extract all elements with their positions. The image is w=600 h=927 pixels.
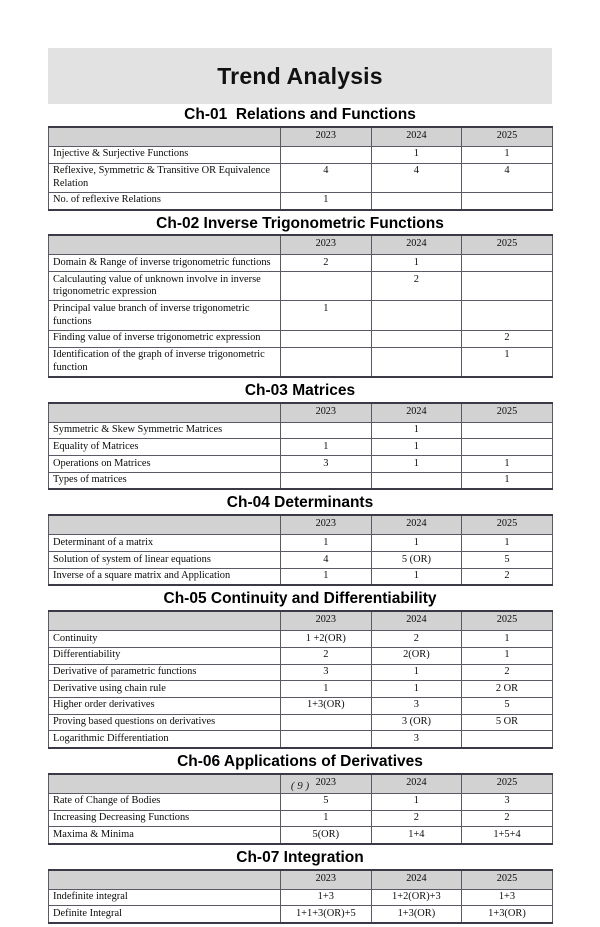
table-row: [49, 889, 553, 906]
topic-cell: Derivative using chain rule: [49, 681, 281, 698]
value-cell-2023: 4: [281, 552, 372, 569]
topic-cell: Solution of system of linear equations: [49, 552, 281, 569]
value-cell-2025: 2: [462, 810, 553, 827]
value-cell-2023: [281, 472, 372, 489]
topic-cell: Maxima & Minima: [49, 827, 281, 844]
value-cell-2024: 1: [371, 146, 462, 163]
value-cell-2024: [371, 301, 462, 330]
column-header-year: 2025: [462, 127, 553, 147]
table-row: [49, 906, 553, 923]
topic-cell: Finding value of inverse trigonometric expression: [49, 330, 281, 347]
topic-cell: Indefinite integral: [49, 889, 281, 906]
column-header-year: 2025: [462, 235, 553, 255]
value-cell-2025: 1: [462, 456, 553, 473]
value-cell-2025: 1: [462, 146, 553, 163]
topic-cell: Differentiability: [49, 647, 281, 664]
value-cell-2023: 1: [281, 439, 372, 456]
trend-table: [48, 126, 553, 211]
chapter-block: [48, 752, 552, 845]
value-cell-2024: 2: [371, 272, 462, 301]
table-header-row: [49, 870, 553, 890]
column-header-topic: [49, 403, 281, 423]
value-cell-2023: 3: [281, 456, 372, 473]
value-cell-2024: 1+2(OR)+3: [371, 889, 462, 906]
topic-cell: Derivative of parametric functions: [49, 664, 281, 681]
page-title-banner: [48, 48, 552, 104]
chapter-block: [48, 214, 552, 378]
value-cell-2025: 2: [462, 664, 553, 681]
column-header-year: 2024: [371, 774, 462, 794]
table-row: [49, 163, 553, 192]
value-cell-2024: 1: [371, 535, 462, 552]
table-row: [49, 810, 553, 827]
page-number-footer: ( 9 ): [290, 780, 310, 792]
table-row: [49, 192, 553, 209]
topic-cell: Operations on Matrices: [49, 456, 281, 473]
chapter-heading: Ch-01 Relations and Functions: [184, 106, 416, 123]
table-row: [49, 681, 553, 698]
value-cell-2024: 1+3(OR): [371, 906, 462, 923]
table-row: [49, 146, 553, 163]
topic-cell: Higher order derivatives: [49, 697, 281, 714]
column-header-year: 2023: [281, 611, 372, 631]
table-row: [49, 568, 553, 585]
table-row: [49, 255, 553, 272]
value-cell-2024: 3: [371, 697, 462, 714]
value-cell-2025: 1: [462, 347, 553, 377]
value-cell-2023: [281, 714, 372, 731]
value-cell-2025: [462, 422, 553, 439]
topic-cell: Logarithmic Differentiation: [49, 731, 281, 748]
column-header-topic: [49, 235, 281, 255]
topic-cell: Continuity: [49, 631, 281, 648]
value-cell-2025: 1: [462, 535, 553, 552]
trend-table: [48, 234, 553, 378]
value-cell-2023: [281, 347, 372, 377]
topic-cell: Principal value branch of inverse trigonometric functions: [49, 301, 281, 330]
value-cell-2025: 1+3(OR): [462, 906, 553, 923]
value-cell-2024: 1: [371, 439, 462, 456]
value-cell-2025: 1+3: [462, 889, 553, 906]
value-cell-2024: 3: [371, 731, 462, 748]
column-header-year: 2024: [371, 403, 462, 423]
value-cell-2024: 1: [371, 422, 462, 439]
value-cell-2023: [281, 146, 372, 163]
chapter-block: [48, 105, 552, 211]
topic-cell: Definite Integral: [49, 906, 281, 923]
value-cell-2023: 5(OR): [281, 827, 372, 844]
value-cell-2024: 2: [371, 810, 462, 827]
value-cell-2025: [462, 731, 553, 748]
value-cell-2023: [281, 422, 372, 439]
value-cell-2024: 1: [371, 255, 462, 272]
table-row: [49, 347, 553, 377]
chapter-heading: Ch-02 Inverse Trigonometric Functions: [156, 214, 444, 232]
value-cell-2025: 5 OR: [462, 714, 553, 731]
column-header-year: 2024: [371, 127, 462, 147]
value-cell-2023: 1 +2(OR): [281, 631, 372, 648]
trend-table: [48, 514, 553, 586]
table-header-row: [49, 235, 553, 255]
value-cell-2025: 1: [462, 631, 553, 648]
page-title: Trend Analysis: [217, 62, 383, 89]
table-row: [49, 330, 553, 347]
column-header-topic: [49, 870, 281, 890]
topic-cell: Determinant of a matrix: [49, 535, 281, 552]
column-header-year: 2024: [371, 611, 462, 631]
value-cell-2025: 3: [462, 793, 553, 810]
value-cell-2025: 2: [462, 568, 553, 585]
value-cell-2024: 1: [371, 681, 462, 698]
value-cell-2024: 2: [371, 631, 462, 648]
column-header-year: 2023: [281, 774, 372, 794]
table-row: [49, 439, 553, 456]
value-cell-2025: 2 OR: [462, 681, 553, 698]
value-cell-2025: 1: [462, 472, 553, 489]
value-cell-2023: 1: [281, 681, 372, 698]
chapter-block: [48, 589, 552, 749]
value-cell-2023: 2: [281, 647, 372, 664]
trend-table: [48, 869, 553, 924]
value-cell-2024: [371, 472, 462, 489]
topic-cell: Types of matrices: [49, 472, 281, 489]
table-row: [49, 272, 553, 301]
value-cell-2025: [462, 272, 553, 301]
value-cell-2024: [371, 347, 462, 377]
value-cell-2023: 1+3(OR): [281, 697, 372, 714]
value-cell-2024: 1+4: [371, 827, 462, 844]
value-cell-2023: 4: [281, 163, 372, 192]
table-row: [49, 535, 553, 552]
column-header-year: 2023: [281, 127, 372, 147]
trend-table: [48, 610, 553, 749]
table-header-row: [49, 611, 553, 631]
column-header-year: 2025: [462, 774, 553, 794]
value-cell-2023: 1+1+3(OR)+5: [281, 906, 372, 923]
value-cell-2023: 3: [281, 664, 372, 681]
chapter-block: [48, 381, 552, 491]
topic-cell: Equality of Matrices: [49, 439, 281, 456]
topic-cell: Calculauting value of unknown involve in inverse trigonometric expression: [49, 272, 281, 301]
column-header-year: 2024: [371, 235, 462, 255]
value-cell-2025: 1+5+4: [462, 827, 553, 844]
column-header-year: 2025: [462, 870, 553, 890]
column-header-year: 2023: [281, 235, 372, 255]
column-header-topic: [49, 127, 281, 147]
value-cell-2023: [281, 272, 372, 301]
topic-cell: Domain & Range of inverse trigonometric functions: [49, 255, 281, 272]
column-header-year: 2023: [281, 870, 372, 890]
value-cell-2025: 2: [462, 330, 553, 347]
value-cell-2024: [371, 192, 462, 209]
value-cell-2024: 1: [371, 568, 462, 585]
value-cell-2023: 5: [281, 793, 372, 810]
value-cell-2023: 1: [281, 568, 372, 585]
value-cell-2024: 1: [371, 793, 462, 810]
value-cell-2023: 1: [281, 301, 372, 330]
value-cell-2023: 2: [281, 255, 372, 272]
value-cell-2025: 4: [462, 163, 553, 192]
value-cell-2023: 1: [281, 810, 372, 827]
chapter-heading: Ch-03 Matrices: [244, 381, 356, 399]
table-header-row: [49, 515, 553, 535]
value-cell-2025: 1: [462, 647, 553, 664]
table-row: [49, 456, 553, 473]
table-row: [49, 552, 553, 569]
value-cell-2025: [462, 192, 553, 209]
value-cell-2023: 1: [281, 192, 372, 209]
column-header-topic: [49, 611, 281, 631]
value-cell-2024: 4: [371, 163, 462, 192]
column-header-year: 2024: [371, 870, 462, 890]
chapter-heading: Ch-06 Applications of Derivatives: [177, 753, 423, 771]
column-header-year: 2023: [281, 403, 372, 423]
topic-cell: Reflexive, Symmetric & Transitive OR Equivalence Relation: [49, 163, 281, 192]
column-header-year: 2025: [462, 611, 553, 631]
column-header-year: 2023: [281, 515, 372, 535]
table-row: [49, 827, 553, 844]
chapter-heading: Ch-07 Integration: [236, 848, 364, 866]
topic-cell: Identification of the graph of inverse trigonometric function: [49, 347, 281, 377]
value-cell-2025: [462, 439, 553, 456]
topic-cell: Increasing Decreasing Functions: [49, 810, 281, 827]
value-cell-2024: [371, 330, 462, 347]
table-row: [49, 647, 553, 664]
chapter-heading: Ch-05 Continuity and Differentiability: [163, 590, 437, 608]
table-row: [49, 631, 553, 648]
value-cell-2024: 5 (OR): [371, 552, 462, 569]
table-row: [49, 664, 553, 681]
column-header-year: 2025: [462, 515, 553, 535]
topic-cell: Proving based questions on derivatives: [49, 714, 281, 731]
topic-cell: No. of reflexive Relations: [49, 192, 281, 209]
value-cell-2025: 5: [462, 697, 553, 714]
value-cell-2023: [281, 330, 372, 347]
value-cell-2024: 3 (OR): [371, 714, 462, 731]
value-cell-2024: 2(OR): [371, 647, 462, 664]
value-cell-2023: 1: [281, 535, 372, 552]
value-cell-2024: 1: [371, 664, 462, 681]
chapter-heading: Ch-04 Determinants: [226, 494, 374, 512]
table-row: [49, 714, 553, 731]
value-cell-2023: 1+3: [281, 889, 372, 906]
table-row: [49, 422, 553, 439]
table-row: [49, 472, 553, 489]
table-row: [49, 731, 553, 748]
topic-cell: Injective & Surjective Functions: [49, 146, 281, 163]
column-header-topic: [49, 515, 281, 535]
chapter-block: [48, 493, 552, 586]
value-cell-2023: [281, 731, 372, 748]
value-cell-2025: 5: [462, 552, 553, 569]
value-cell-2024: 1: [371, 456, 462, 473]
topic-cell: Rate of Change of Bodies: [49, 793, 281, 810]
table-row: [49, 697, 553, 714]
topic-cell: Symmetric & Skew Symmetric Matrices: [49, 422, 281, 439]
column-header-year: 2024: [371, 515, 462, 535]
table-header-row: [49, 127, 553, 147]
chapters-container: [48, 104, 552, 927]
table-header-row: [49, 403, 553, 423]
chapter-block: [48, 848, 552, 924]
table-row: [49, 301, 553, 330]
table-row: [49, 793, 553, 810]
column-header-year: 2025: [462, 403, 553, 423]
trend-table: [48, 402, 553, 491]
value-cell-2025: [462, 301, 553, 330]
value-cell-2025: [462, 255, 553, 272]
topic-cell: Inverse of a square matrix and Application: [49, 568, 281, 585]
